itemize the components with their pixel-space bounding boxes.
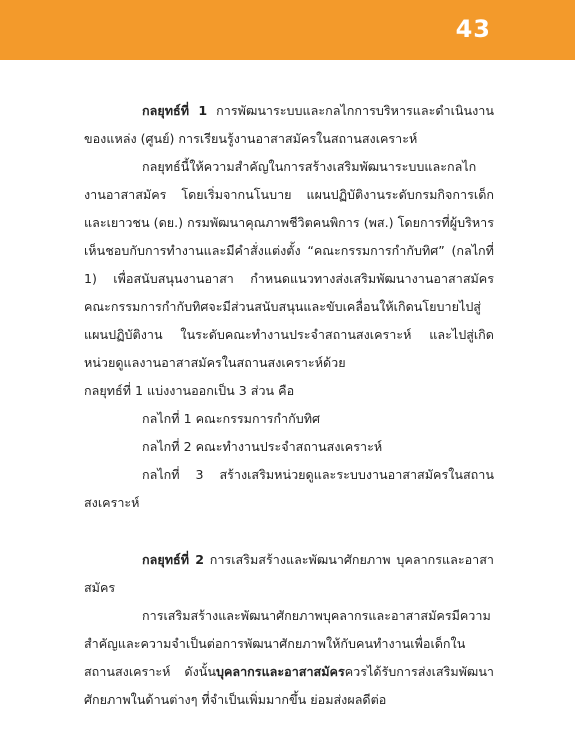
strategy-1-paragraph: กลยุทธ์นี้ให้ความสำคัญในการสร้างเสริมพัฒนาระบบและกลไกงานอาสาสมัคร โดยเริ่มจากนโนบาย แผนปฏิบัติงานระดับกรมกิจการเด็กและเยาวชน (ดย.) กรมพัฒนาคุณภาพชีวิตคนพิการ (พส.) โดยการที่ผู้บริหารเห็นชอบกับการทำงานและมีคำสั่งแต่งตั้ง “คณะกรรมการกำกับทิศ” (กลไกที่ 1) เพื่อสนับสนุนงานอาสา กำหนดแนวทางส่งเสริมพัฒนางานอาสาสมัคร คณะกรรมการกำกับทิศจะมีส่วนสนับสนุนและขับเคลื่อนให้เกิดนโยบายไปสู่แผนปฏิบัติงาน ในระดับคณะทำงานประจำสถานสงเคราะห์ และไปสู่เกิดหน่วยดูแลงานอาสาสมัครในสถานสงเคราะห์ด้วย <box>84 159 494 370</box>
section-gap <box>84 517 494 546</box>
strategy-2-text-a: การเสริมสร้างและพัฒนาศักยภาพบุคลากรและอาสาสมัครมีความสำคัญและความจำเป็นต่อการพัฒนาศักยภาพให้กับคนทำงานเพื่อเด็กในสถานสงเคราะห์ ดังนั้น <box>84 608 491 679</box>
mechanism-1: กลไกที่ 1 คณะกรรมการกำกับทิศ <box>142 411 321 426</box>
strategy-2-title: การเสริมสร้างและพัฒนาศักยภาพ บุคลากรและอาสาสมัคร <box>84 552 494 595</box>
strategy-2-heading <box>84 546 494 602</box>
strategy-2-bold-text: บุคลากรและอาสาสมัคร <box>215 664 345 679</box>
mechanism-2: กลไกที่ 2 คณะทำงานประจำสถานสงเคราะห์ <box>142 439 383 454</box>
strategy-1-label: กลยุทธ์ที่ 1 <box>142 103 208 118</box>
header-bar <box>0 0 575 60</box>
strategy-1-heading <box>84 97 494 153</box>
strategy-2-paragraph <box>84 602 494 714</box>
strategy-1-paragraph-end: กลยุทธ์ที่ 1 แบ่งงานออกเป็น 3 ส่วน คือ <box>84 383 295 398</box>
strategy-2-label: กลยุทธ์ที่ 2 <box>142 552 204 567</box>
strategy-1-title: การพัฒนาระบบและกลไกการบริหารและดำเนินงานของแหล่ง (ศูนย์) การเรียนรู้งานอาสาสมัครในสถานสงเคราะห์ <box>84 103 494 146</box>
mechanism-3: กลไกที่ 3 สร้างเสริมหน่วยดูและระบบงานอาสาสมัครในสถานสงเคราะห์ <box>84 467 494 510</box>
strategy-2-text-b: ควรได้รับการส่งเสริมพัฒนาศักยภาพในด้านต่างๆ ที่จำเป็นเพิ่มมากขึ้น ย่อมส่งผลดีต่อ <box>84 664 494 707</box>
document-body <box>84 97 494 714</box>
page-number: 43 <box>455 15 491 43</box>
